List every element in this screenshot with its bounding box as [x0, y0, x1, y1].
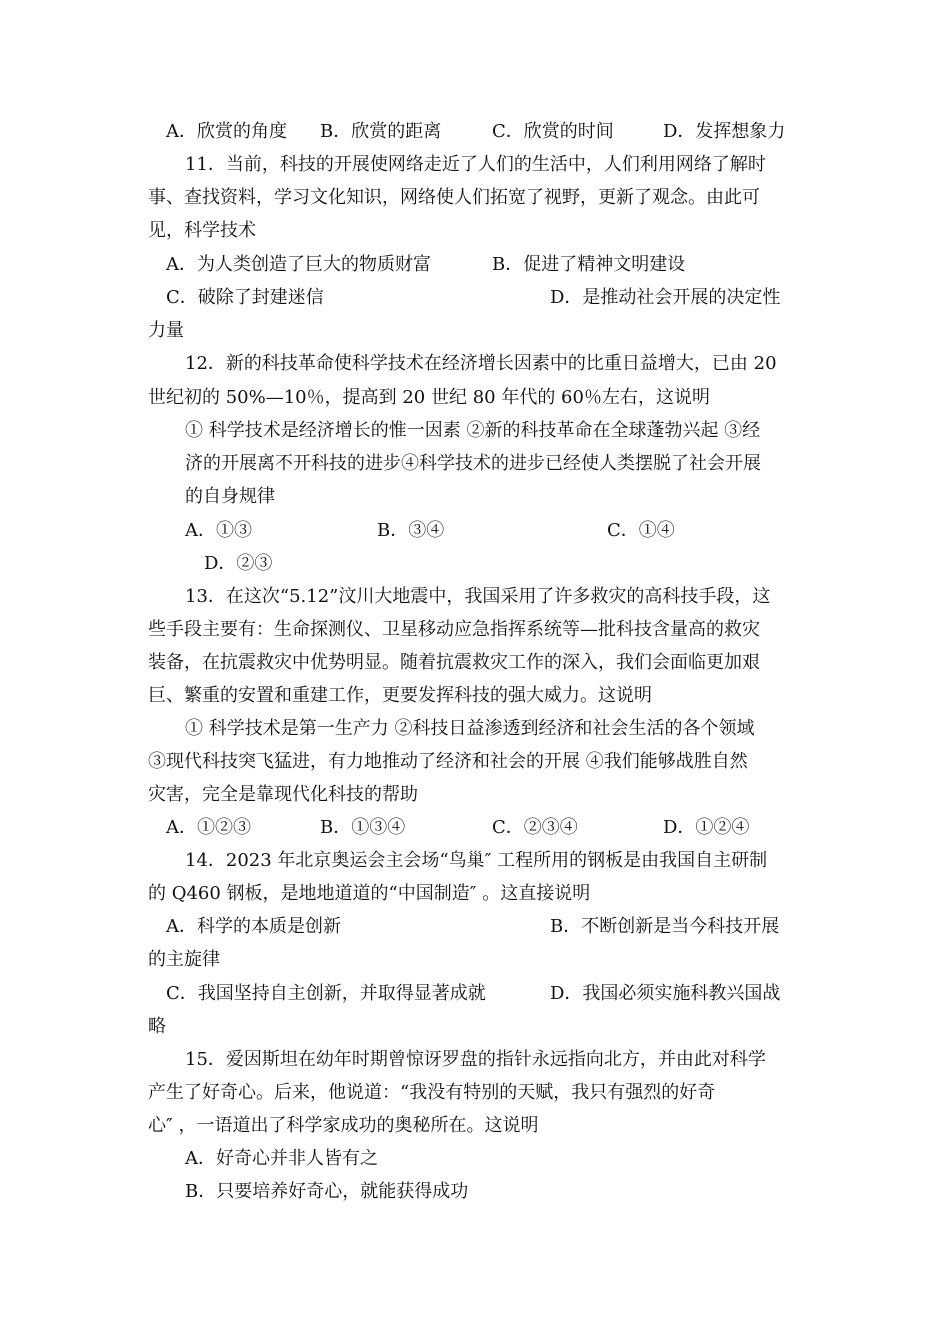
q13-option-d: D．①②④ — [663, 817, 750, 838]
q11-stem-line: 11．当前，科技的开展使网络走近了人们的生活中，人们利用网络了解时 — [185, 154, 766, 175]
q13-stem-line: 些手段主要有：生命探测仪、卫星移动应急指挥系统等—批科技含量高的救灾 — [148, 619, 760, 640]
q10-option-c: C．欣赏的时间 — [492, 121, 614, 142]
q11-option-a: A．为人类创造了巨大的物质财富 — [166, 254, 431, 275]
q13-stem-line: 巨、繁重的安置和重建工作，更要发挥科技的强大威力。这说明 — [148, 685, 652, 706]
q10-option-d: D．发挥想象力 — [663, 121, 786, 142]
q14-option-b: B．不断创新是当今科技开展 — [550, 916, 780, 937]
q12-statements-line: 济的开展离不开科技的进步④科学技术的进步已经使人类摆脱了社会开展 — [185, 453, 761, 474]
q11-option-d: D．是推动社会开展的决定性 — [550, 287, 781, 308]
q14-option-b-continued: 的主旋律 — [148, 949, 220, 970]
q12-option-c: C．①④ — [607, 520, 675, 541]
q12-option-b: B．③④ — [377, 520, 445, 541]
q13-stem-line: 装备，在抗震救灾中优势明显。随着抗震救灾工作的深入，我们会面临更加艰 — [148, 652, 760, 673]
q14-option-a: A．科学的本质是创新 — [166, 916, 341, 937]
q11-option-d-continued: 力量 — [148, 320, 184, 341]
q11-option-b: B．促进了精神文明建设 — [492, 254, 686, 275]
q12-statements-line: ① 科学技术是经济增长的惟一因素 ②新的科技革命在全球蓬勃兴起 ③经 — [185, 420, 761, 441]
q15-option-b: B．只要培养好奇心，就能获得成功 — [185, 1181, 469, 1202]
q10-option-b: B．欣赏的距离 — [320, 121, 442, 142]
q14-stem-line: 14．2023 年北京奥运会主会场“鸟巢″ 工程所用的钢板是由我国自主研制 — [185, 850, 768, 871]
q14-option-d-continued: 略 — [148, 1016, 166, 1037]
q15-stem-line: 产生了好奇心。后来，他说道：“我没有特别的天赋，我只有强烈的好奇 — [148, 1082, 716, 1103]
q10-option-a: A．欣赏的角度 — [166, 121, 287, 142]
q14-option-c: C．我国坚持自主创新，并取得显著成就 — [166, 983, 486, 1004]
q12-option-d: D．②③ — [204, 553, 273, 574]
q11-option-c: C．破除了封建迷信 — [166, 287, 324, 308]
q13-option-c: C．②③④ — [492, 817, 578, 838]
q13-stem-line: 13．在这次“5.12”汶川大地震中，我国采用了许多救灾的高科技手段，这 — [185, 586, 771, 607]
q13-option-a: A．①②③ — [166, 817, 251, 838]
q12-stem-line: 世纪初的 50%—10％，提高到 20 世纪 80 年代的 60％左右，这说明 — [148, 387, 710, 408]
q12-stem-line: 12．新的科技革命使科学技术在经济增长因素中的比重日益增大，已由 20 — [185, 353, 777, 374]
q12-option-a: A．①③ — [185, 520, 252, 541]
q11-stem-line: 事、查找资料，学习文化知识，网络使人们拓宽了视野，更新了观念。由此可 — [148, 187, 760, 208]
q13-statements-line: ① 科学技术是第一生产力 ②科技日益渗透到经济和社会生活的各个领域 — [185, 718, 755, 739]
q14-option-d: D．我国必须实施科教兴国战 — [550, 983, 781, 1004]
q13-statements-line: 灾害，完全是靠现代化科技的帮助 — [148, 784, 418, 805]
q15-option-a: A．好奇心并非人皆有之 — [185, 1148, 378, 1169]
q11-stem-line: 见，科学技术 — [148, 220, 256, 241]
q13-option-b: B．①③④ — [320, 817, 406, 838]
q14-stem-line: 的 Q460 钢板，是地地道道的“中国制造″ 。这直接说明 — [148, 883, 591, 904]
q13-statements-line: ③现代科技突飞猛进，有力地推动了经济和社会的开展 ④我们能够战胜自然 — [148, 751, 748, 772]
q15-stem-line: 心″ ，一语道出了科学家成功的奥秘所在。这说明 — [148, 1115, 539, 1136]
q12-statements-line: 的自身规律 — [185, 486, 275, 507]
q15-stem-line: 15．爱因斯坦在幼年时期曾惊讶罗盘的指针永远指向北方，并由此对科学 — [185, 1049, 766, 1070]
